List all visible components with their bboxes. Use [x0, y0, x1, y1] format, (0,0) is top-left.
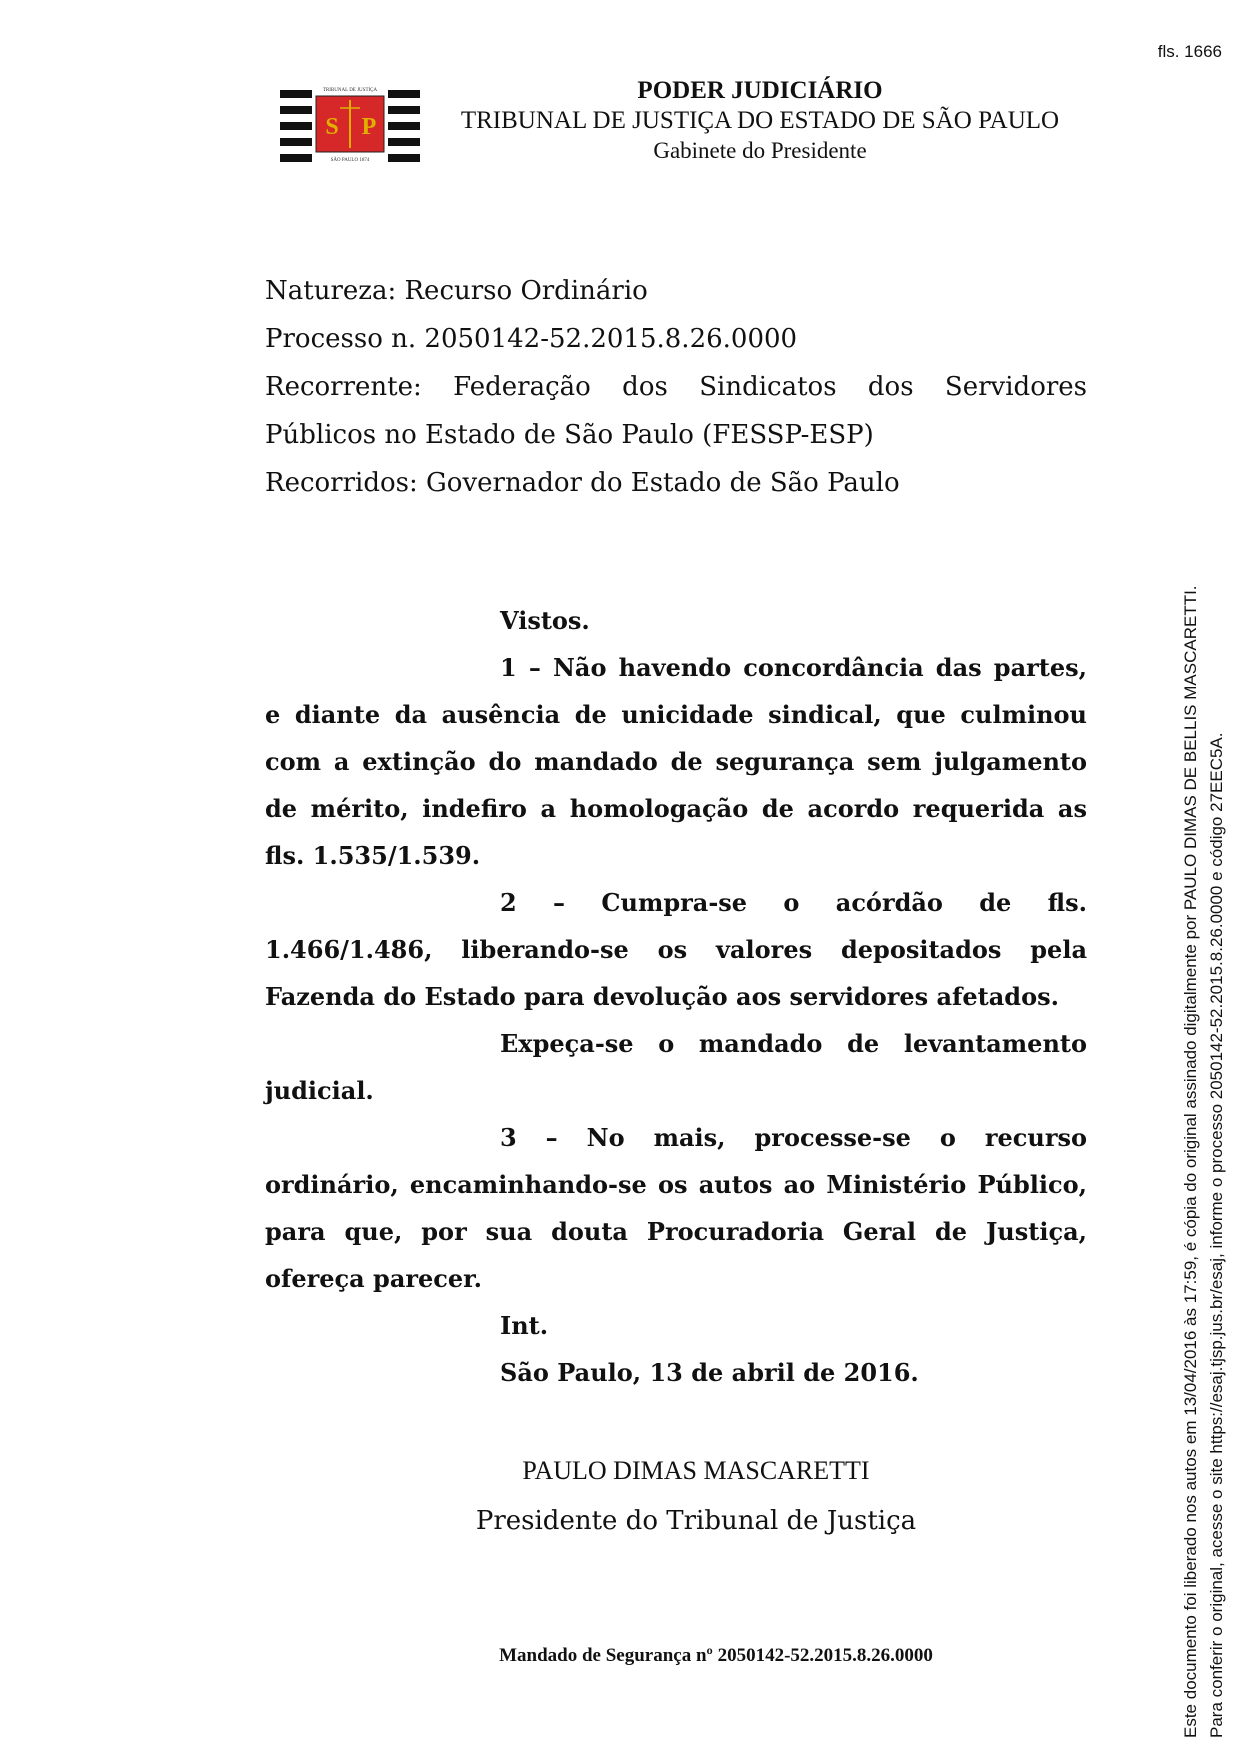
page-number: fls. 1666 [1157, 42, 1222, 61]
decision-body [265, 597, 1087, 1396]
meta-recorridos: Recorridos: Governador do Estado de São Paulo [265, 468, 900, 498]
stamp-line-2: Para conferir o original, acesse o site https://esaj.tjsp.jus.br/esaj, informe o processo 2050142-52.2015.8.26.0000 e código 27EEC5A. [1207, 732, 1226, 1738]
court-seal-logo [280, 84, 420, 164]
meta-natureza: Natureza: Recurso Ordinário [265, 276, 648, 306]
seal-top-text: TRIBUNAL DE JUSTIÇA [322, 88, 378, 93]
seal-bottom-text: SÃO PAULO 1874 [330, 158, 370, 163]
document-header [420, 76, 1100, 166]
body-int: Int. [500, 1311, 549, 1340]
stamp-line-1: Este documento foi liberado nos autos em 13/04/2016 às 17:59, é cópia do original assinado digitalmente por PAULO DIMAS DE BELLIS MASCARETTI. [1181, 585, 1200, 1738]
signature-block [265, 1446, 1087, 1546]
digital-signature-stamp [1178, 0, 1230, 1738]
signer-role: Presidente do Tribunal de Justiça [475, 1506, 917, 1536]
case-metadata [265, 267, 1087, 507]
body-paragraph-1: 1 – Não havendo concordância das partes, e diante da ausência de unicidade sindical, que culminou com a extinção do mandado de segurança sem julgamento de mérito, indefiro a homologação de acordo requerida as fls. 1.535/1.539. [265, 653, 1087, 870]
seal-letter-p: P [361, 114, 377, 140]
header-tribunal: TRIBUNAL DE JUSTIÇA DO ESTADO DE SÃO PAULO [460, 107, 1060, 134]
header-poder-judiciario: PODER JUDICIÁRIO [637, 77, 883, 104]
signer-name: PAULO DIMAS MASCARETTI [522, 1456, 870, 1485]
body-paragraph-3: 3 – No mais, processe-se o recurso ordinário, encaminhando-se os autos ao Ministério Público, para que, por sua douta Procuradoria Geral de Justiça, ofereça parecer. [265, 1123, 1087, 1293]
document-footer: Mandado de Segurança nº 2050142-52.2015.8.26.0000 [499, 1645, 933, 1666]
meta-recorrente-line2: Públicos no Estado de São Paulo (FESSP-ESP) [265, 420, 874, 450]
meta-recorrente-line1: Recorrente: Federação dos Sindicatos dos Servidores [265, 372, 1087, 402]
header-gabinete: Gabinete do Presidente [653, 138, 867, 163]
meta-processo: Processo n. 2050142-52.2015.8.26.0000 [265, 324, 798, 354]
body-paragraph-2b: Expeça-se o mandado de levantamento judicial. [265, 1029, 1087, 1105]
seal-letter-s: S [325, 114, 339, 140]
body-paragraph-2: 2 – Cumpra-se o acórdão de fls. 1.466/1.486, liberando-se os valores depositados pela Fazenda do Estado para devolução aos servidores afetados. [265, 888, 1087, 1011]
body-vistos: Vistos. [500, 606, 590, 635]
body-date: São Paulo, 13 de abril de 2016. [500, 1358, 919, 1387]
